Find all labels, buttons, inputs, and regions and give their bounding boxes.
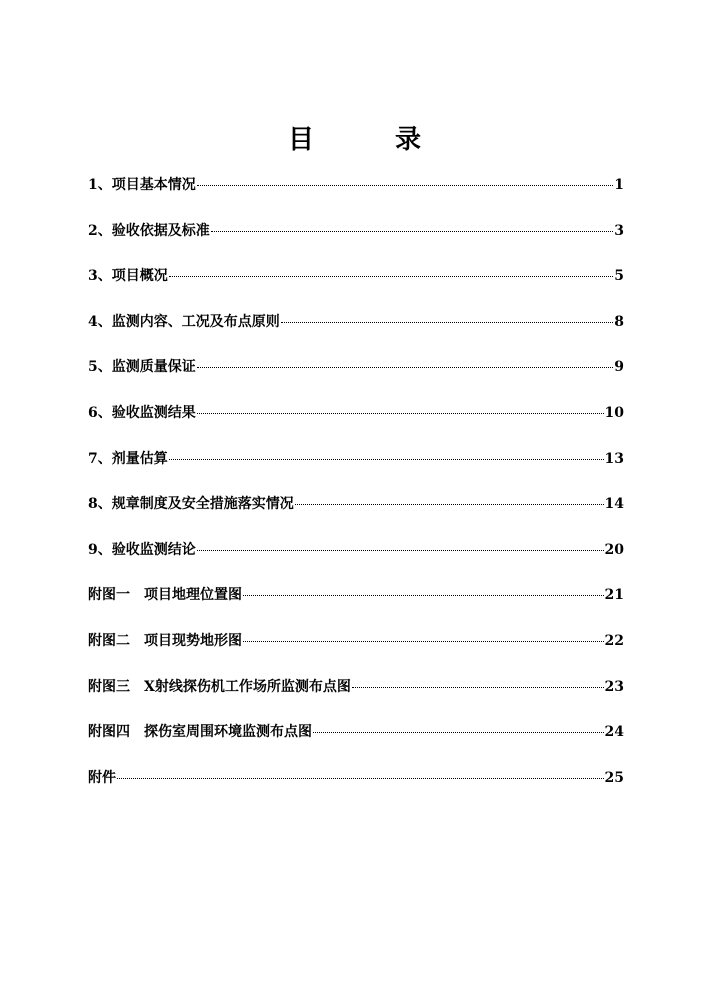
toc-entry-label: 1、项目基本情况 [88,177,196,193]
toc-dot-leader [243,641,604,642]
toc-entry-page: 1 [614,177,624,193]
toc-entry[interactable] [88,354,624,400]
toc-entry-label: 7、剂量估算 [88,450,168,467]
toc-entry-page: 24 [604,724,624,741]
toc-entry-label: 8、规章制度及安全措施落实情况 [88,496,294,513]
toc-entry[interactable] [88,537,624,583]
toc-entry[interactable] [88,582,624,628]
toc-dot-leader [295,504,604,505]
toc-entry[interactable] [88,309,624,355]
toc-entry-page: 5 [614,268,624,285]
toc-entry-label: 附图三 X射线探伤机工作场所监测布点图 [88,678,351,695]
toc-entry[interactable] [88,719,624,765]
toc-entry[interactable] [88,628,624,674]
toc-entry-label: 附件 [88,769,116,786]
toc-entry[interactable] [88,263,624,309]
toc-dot-leader [169,276,614,277]
toc-entry-label: 附图四 探伤室周围环境监测布点图 [88,724,312,741]
toc-entry-label: 附图二 项目现势地形图 [88,632,242,649]
toc-entry[interactable] [88,400,624,446]
toc-entry-label: 6、验收监测结果 [88,404,196,421]
toc-entry[interactable] [88,446,624,492]
toc-entry-page: 14 [604,496,624,513]
toc-dot-leader [352,687,604,688]
toc-entry-label: 9、验收监测结论 [88,541,196,558]
toc-dot-leader [243,595,604,596]
toc-entry-label: 2、验收依据及标准 [88,222,210,239]
toc-entry[interactable] [88,218,624,264]
toc-dot-leader [117,778,604,779]
toc-dot-leader [197,367,614,368]
toc-dot-leader [281,322,614,323]
toc-dot-leader [197,550,604,551]
toc-entry-page: 13 [604,450,624,467]
toc-entry-page: 20 [604,541,624,558]
toc-entry-page: 25 [604,769,624,786]
toc-entry-label: 附图一 项目地理位置图 [88,587,242,604]
toc-entry[interactable] [88,765,624,811]
toc-entry-page: 23 [604,678,624,695]
toc-entry-label: 4、监测内容、工况及布点原则 [88,313,280,330]
toc-entry-label: 3、项目概况 [88,268,168,285]
toc-entry[interactable] [88,172,624,218]
toc-dot-leader [313,732,604,733]
toc-entry-page: 10 [604,404,624,421]
toc-entry-page: 3 [614,222,624,239]
toc-dot-leader [169,459,604,460]
toc-entry-page: 9 [614,359,624,376]
toc-entry-page: 22 [604,632,624,649]
toc-list [88,172,624,810]
toc-entry[interactable] [88,491,624,537]
toc-entry[interactable] [88,674,624,720]
toc-dot-leader [197,413,604,414]
toc-entry-label: 5、监测质量保证 [88,359,196,376]
toc-entry-page: 21 [604,587,624,604]
toc-dot-leader [197,185,614,186]
toc-title: 目 录 [287,125,458,155]
toc-dot-leader [211,231,614,232]
toc-entry-page: 8 [614,313,624,330]
